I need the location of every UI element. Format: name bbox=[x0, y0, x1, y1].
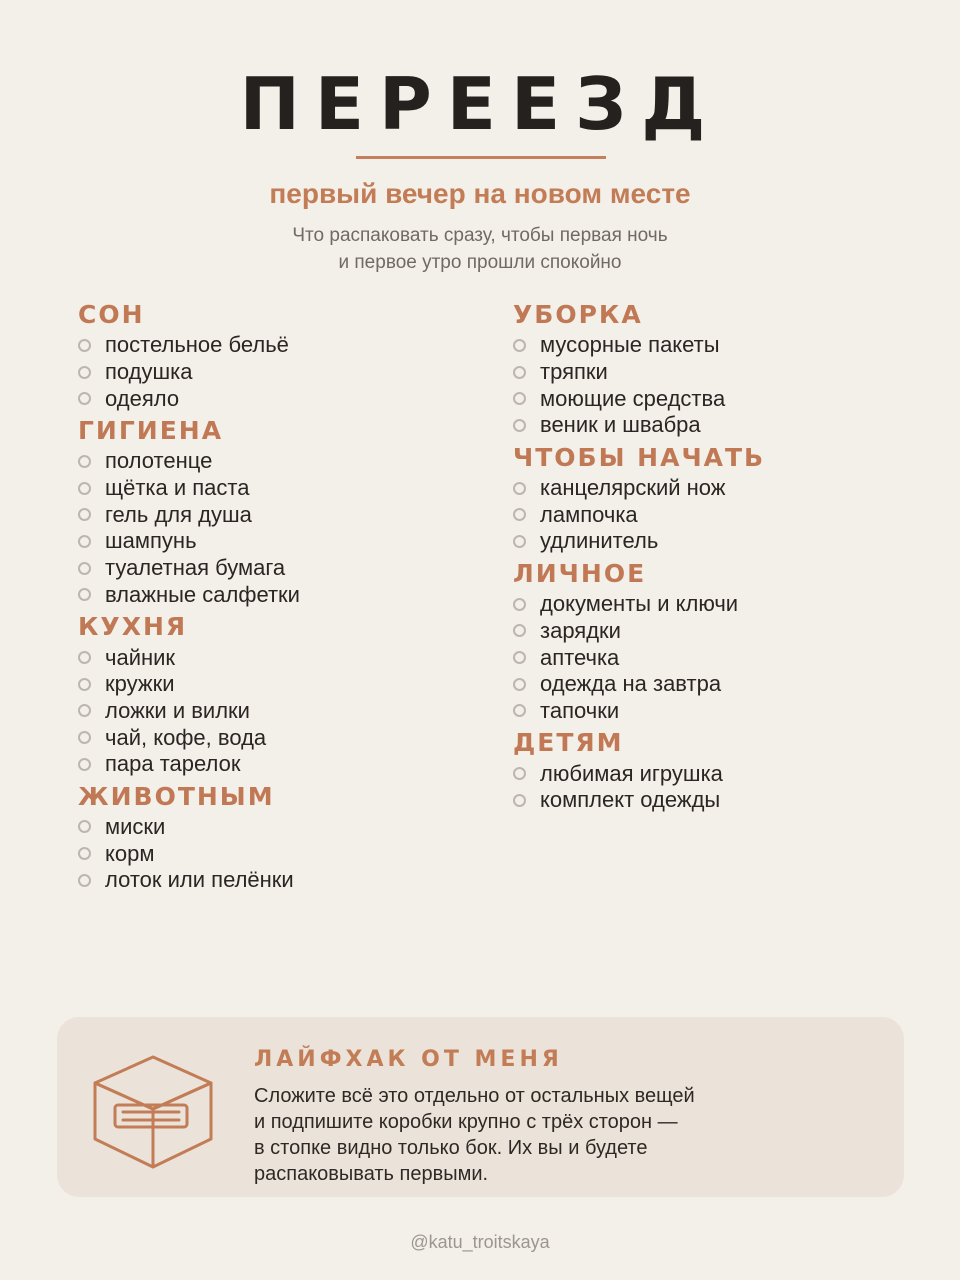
checkbox-circle-icon[interactable] bbox=[513, 535, 526, 548]
checkbox-circle-icon[interactable] bbox=[78, 847, 91, 860]
checklist-item-label: чай, кофе, вода bbox=[105, 724, 267, 750]
checklist-item-label: тапочки bbox=[540, 697, 620, 723]
checklist-item-label: комплект одежды bbox=[540, 787, 721, 813]
checklist-item-label: тряпки bbox=[540, 359, 608, 385]
section-title: СОН bbox=[78, 300, 145, 329]
section-title: УБОРКА bbox=[513, 300, 643, 329]
checklist-item[interactable] bbox=[78, 867, 498, 894]
checklist-item-label: подушка bbox=[105, 359, 193, 385]
checklist-item[interactable] bbox=[513, 671, 933, 698]
checklist-item[interactable] bbox=[513, 591, 933, 618]
checklist-item-label: документы и ключи bbox=[540, 591, 739, 617]
checkbox-circle-icon[interactable] bbox=[513, 678, 526, 691]
checklist-section bbox=[513, 441, 933, 555]
tip-line: распаковывать первыми. bbox=[254, 1163, 489, 1185]
intro-line: и первое утро прошли спокойно bbox=[338, 252, 622, 273]
checklist-item-label: зарядки bbox=[540, 617, 621, 643]
checklist-item-label: полотенце bbox=[105, 448, 213, 474]
checklist-item[interactable] bbox=[78, 448, 498, 475]
checkbox-circle-icon[interactable] bbox=[78, 588, 91, 601]
checkbox-circle-icon[interactable] bbox=[78, 820, 91, 833]
checkbox-circle-icon[interactable] bbox=[513, 704, 526, 717]
checklist-item-label: шампунь bbox=[105, 528, 197, 554]
checklist-section bbox=[513, 557, 933, 724]
tip-line: в стопке видно только бок. Их вы и будете bbox=[254, 1137, 648, 1159]
checkbox-circle-icon[interactable] bbox=[78, 874, 91, 887]
tip-line: и подпишите коробки крупно с трёх сторон — bbox=[254, 1111, 678, 1133]
checklist-item-label: аптечка bbox=[540, 644, 620, 670]
checklist-item-label: гель для душа bbox=[105, 501, 252, 527]
checkbox-circle-icon[interactable] bbox=[513, 482, 526, 495]
tip-title: ЛАЙФХАК ОТ МЕНЯ bbox=[254, 1047, 563, 1072]
checkbox-circle-icon[interactable] bbox=[513, 598, 526, 611]
checkbox-circle-icon[interactable] bbox=[513, 392, 526, 405]
section-title: ЖИВОТНЫМ bbox=[78, 781, 275, 811]
checkbox-circle-icon[interactable] bbox=[513, 339, 526, 352]
checklist-left-column bbox=[78, 298, 498, 896]
author-handle: @katu_troitskaya bbox=[410, 1232, 550, 1252]
checklist-item[interactable] bbox=[513, 618, 933, 645]
checklist-section bbox=[78, 780, 498, 894]
checklist-item[interactable] bbox=[513, 528, 933, 555]
checklist-item[interactable] bbox=[513, 385, 933, 412]
checklist-item[interactable] bbox=[78, 475, 498, 502]
checklist-item[interactable] bbox=[78, 501, 498, 528]
tip-line: Сложите всё это отдельно от остальных вещей bbox=[254, 1085, 695, 1107]
checklist-item-label: миски bbox=[105, 813, 166, 839]
checklist-item-label: туалетная бумага bbox=[105, 555, 286, 581]
checkbox-circle-icon[interactable] bbox=[513, 508, 526, 521]
checklist-item-label: канцелярский нож bbox=[540, 475, 726, 501]
checklist-item[interactable] bbox=[78, 385, 498, 412]
checklist-section bbox=[78, 298, 498, 412]
checklist-item-label: лоток или пелёнки bbox=[105, 867, 294, 893]
checklist-item-label: ложки и вилки bbox=[105, 697, 250, 723]
checkbox-circle-icon[interactable] bbox=[78, 508, 91, 521]
checklist-item[interactable] bbox=[78, 528, 498, 555]
checklist-item[interactable] bbox=[78, 698, 498, 725]
checkbox-circle-icon[interactable] bbox=[78, 562, 91, 575]
section-title: ЛИЧНОЕ bbox=[513, 558, 647, 588]
checklist-item-label: одежда на завтра bbox=[540, 671, 722, 697]
checklist-item[interactable] bbox=[78, 359, 498, 386]
checklist-item-label: одеяло bbox=[105, 385, 180, 411]
checkbox-circle-icon[interactable] bbox=[78, 758, 91, 771]
checkbox-circle-icon[interactable] bbox=[513, 366, 526, 379]
checkbox-circle-icon[interactable] bbox=[513, 651, 526, 664]
page-subtitle: первый вечер на новом месте bbox=[269, 178, 691, 209]
checkbox-circle-icon[interactable] bbox=[78, 704, 91, 717]
checklist-item-label: моющие средства bbox=[540, 385, 726, 411]
checklist-item[interactable] bbox=[78, 814, 498, 841]
checklist-item-label: веник и швабра bbox=[540, 412, 701, 438]
checklist-item[interactable] bbox=[513, 412, 933, 439]
checkbox-circle-icon[interactable] bbox=[78, 482, 91, 495]
section-title: ЧТОБЫ НАЧАТЬ bbox=[513, 442, 766, 472]
title-divider bbox=[356, 156, 606, 159]
checkbox-circle-icon[interactable] bbox=[78, 731, 91, 744]
checkbox-circle-icon[interactable] bbox=[78, 651, 91, 664]
checklist-section bbox=[78, 414, 498, 608]
checklist-item[interactable] bbox=[78, 840, 498, 867]
checklist-item-label: влажные салфетки bbox=[105, 581, 300, 607]
checklist-right-column bbox=[513, 298, 933, 816]
box-icon bbox=[91, 1053, 215, 1171]
checkbox-circle-icon[interactable] bbox=[78, 455, 91, 468]
section-title: ГИГИЕНА bbox=[78, 416, 224, 446]
checklist-item[interactable] bbox=[513, 698, 933, 725]
checklist-item[interactable] bbox=[78, 332, 498, 359]
checklist-item[interactable] bbox=[78, 555, 498, 582]
checklist-item[interactable] bbox=[513, 332, 933, 359]
checkbox-circle-icon[interactable] bbox=[513, 419, 526, 432]
tip-card bbox=[57, 1017, 904, 1197]
checkbox-circle-icon[interactable] bbox=[513, 794, 526, 807]
checklist-item[interactable] bbox=[78, 644, 498, 671]
page-title: ПЕРЕЕЗД bbox=[239, 62, 721, 146]
checklist-section bbox=[78, 610, 498, 777]
checkbox-circle-icon[interactable] bbox=[513, 624, 526, 637]
checkbox-circle-icon[interactable] bbox=[78, 339, 91, 352]
checklist-item[interactable] bbox=[78, 582, 498, 609]
checklist-item[interactable] bbox=[513, 359, 933, 386]
checklist-item[interactable] bbox=[513, 760, 933, 787]
intro-text bbox=[0, 222, 960, 276]
checklist-item-label: любимая игрушка bbox=[540, 760, 723, 786]
tip-text bbox=[254, 1083, 814, 1187]
checklist-item[interactable] bbox=[78, 724, 498, 751]
section-title: КУХНЯ bbox=[78, 612, 188, 642]
checklist-item-label: мусорные пакеты bbox=[540, 332, 720, 358]
checklist-item[interactable] bbox=[78, 751, 498, 778]
checkbox-circle-icon[interactable] bbox=[513, 767, 526, 780]
checklist-item[interactable] bbox=[513, 644, 933, 671]
checkbox-circle-icon[interactable] bbox=[78, 366, 91, 379]
checkbox-circle-icon[interactable] bbox=[78, 678, 91, 691]
checklist-item-label: постельное бельё bbox=[105, 332, 289, 358]
checklist-item-label: лампочка bbox=[540, 501, 638, 527]
checklist-item[interactable] bbox=[78, 671, 498, 698]
checklist-item-label: пара тарелок bbox=[105, 751, 241, 777]
section-title: ДЕТЯМ bbox=[513, 728, 624, 758]
checklist-item[interactable] bbox=[513, 787, 933, 814]
checklist-item-label: чайник bbox=[105, 644, 176, 670]
checklist-item[interactable] bbox=[513, 475, 933, 502]
checklist-item-label: корм bbox=[105, 840, 155, 866]
intro-line: Что распаковать сразу, чтобы первая ночь bbox=[292, 225, 668, 246]
checklist-section bbox=[513, 298, 933, 439]
checklist-item-label: кружки bbox=[105, 671, 175, 697]
checkbox-circle-icon[interactable] bbox=[78, 535, 91, 548]
checklist-item-label: удлинитель bbox=[540, 528, 659, 554]
checklist-section bbox=[513, 726, 933, 813]
checklist-item-label: щётка и паста bbox=[105, 475, 250, 501]
checklist-item[interactable] bbox=[513, 501, 933, 528]
checkbox-circle-icon[interactable] bbox=[78, 392, 91, 405]
